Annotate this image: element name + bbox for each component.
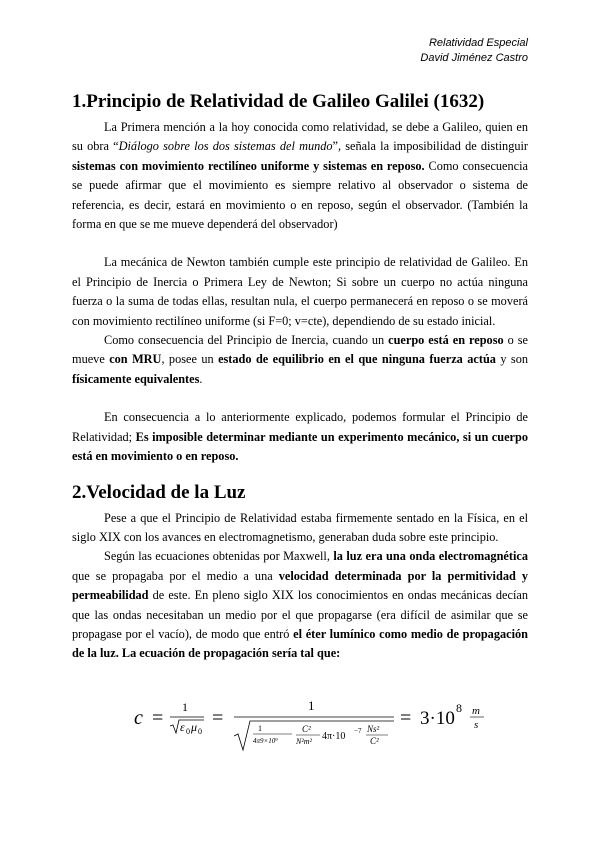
text-run: Como consecuencia se puede afirmar que el movimiento es siempre relativo al observador o sistema de referencia, es decir, estará en movimiento o en reposo, según el observador. (También la forma en que se me mueve dependerá del observador) xyxy=(72,158,528,232)
speed-of-light-equation xyxy=(130,690,510,754)
text-run: En consecuencia a lo anteriormente explicado, podemos formular el Principio de Relatividad; xyxy=(72,410,528,444)
bold-run: con MRU xyxy=(109,352,162,367)
bold-run: cuerpo está en reposo xyxy=(388,333,504,348)
inner-numerator: 1 xyxy=(258,724,262,733)
inner-four-pi: 4π·10 xyxy=(322,731,346,742)
header-author: David Jiménez Castro xyxy=(420,52,528,64)
text-run: o se mueve xyxy=(72,333,528,367)
text-run: Según las ecuaciones obtenidas por Maxwell, xyxy=(104,549,334,564)
text-run: Como consecuencia del Principio de Inercia, cuando un xyxy=(104,333,389,348)
eq-mu: μ xyxy=(191,720,198,734)
document-body xyxy=(72,90,528,664)
text-run: , posee un xyxy=(161,352,219,367)
unit-denominator: s xyxy=(474,719,479,731)
text-run: de este. En pleno siglo XIX los conocimientos en ondas mecánicas decían que las ondas necesitaban un medio por el que propagarse (era difícil de asimilar que se propagase por el vacío), de modo que entró xyxy=(72,588,528,641)
eq-numerator-2: 1 xyxy=(308,698,315,713)
eq-result: 3·10 xyxy=(420,708,455,729)
inner-denominator: 4π9×10⁹ xyxy=(253,737,278,745)
text-run: y son xyxy=(495,352,529,367)
eq-epsilon: ε xyxy=(180,720,185,734)
text-run: . xyxy=(199,371,203,386)
text-run: que se propagaba por el medio a una xyxy=(72,568,279,583)
section-1-paragraph-2: La mecánica de Newton también cumple este principio de relatividad de Galileo. En el Principio de Inercia o Primera Ley de Newton; Si sobre un cuerpo no actúa ninguna fuerza o la suma de todas ellas, resultan nula, el cuerpo permanecerá en reposo o se moverá con movimiento rectilíneo uniforme (si F=0; v=cte), dependiendo de su estado inicial. xyxy=(72,255,528,328)
section-2-title: 2.Velocidad de la Luz xyxy=(72,481,246,503)
section-1-paragraph-3 xyxy=(72,331,528,389)
page-header xyxy=(420,36,528,66)
bold-run: velocidad determinada por la permitividad y permeabilidad xyxy=(72,568,528,603)
eq-sign-1: = xyxy=(152,707,164,729)
eq-numerator-1: 1 xyxy=(182,700,188,714)
section-1-paragraph-1 xyxy=(72,118,528,234)
header-course: Relatividad Especial xyxy=(428,37,528,49)
bold-run: estado de equilibrio en el que ninguna fuerza actúa xyxy=(218,352,496,367)
bold-run: físicamente equivalentes xyxy=(72,371,200,386)
bold-run: la luz era una onda electromagnética xyxy=(333,549,528,564)
inner-exp7: −7 xyxy=(354,727,362,735)
eq-epsilon-sub: 0 xyxy=(186,727,190,736)
section-1-title: 1.Principio de Relatividad de Galileo Galilei (1632) xyxy=(72,91,485,112)
eq-sign-2: = xyxy=(212,707,224,729)
eq-result-exp: 8 xyxy=(456,701,462,715)
text-run: La Primera mención a la hoy conocida como relatividad, se debe a Galileo, quien en su obra “ xyxy=(72,120,528,154)
section-1-paragraph-4 xyxy=(72,408,528,466)
unit-numerator: m xyxy=(472,705,480,717)
bold-run: sistemas con movimiento rectilíneo uniforme y sistemas en reposo. xyxy=(72,158,425,173)
text-run: ”, señala la imposibilidad de distinguir xyxy=(332,139,528,154)
bold-run: el éter lumínico como medio de propagación de la luz. La ecuación de propagación sería tal que: xyxy=(72,626,528,661)
inner-nm2: N²m² xyxy=(296,737,312,746)
inner-ns2: Ns² xyxy=(367,724,380,734)
inner-c2: C² xyxy=(302,724,311,734)
eq-sign-3: = xyxy=(400,707,412,729)
equation-svg xyxy=(130,690,510,754)
inner-c2-den: C² xyxy=(370,736,379,746)
section-2-paragraph-2 xyxy=(72,547,528,663)
bold-run: Es imposible determinar mediante un experimento mecánico, si un cuerpo está en movimiento o en reposo. xyxy=(72,429,529,464)
eq-lhs: c xyxy=(134,707,143,729)
eq-mu-sub: 0 xyxy=(198,727,202,736)
section-2-paragraph-1: Pese a que el Principio de Relatividad estaba firmemente sentado en la Física, en el siglo XIX con los avances en electromagnetismo, generaban duda sobre este principio. xyxy=(72,510,528,544)
italic-book-title: Diálogo sobre los dos sistemas del mundo xyxy=(118,139,333,154)
